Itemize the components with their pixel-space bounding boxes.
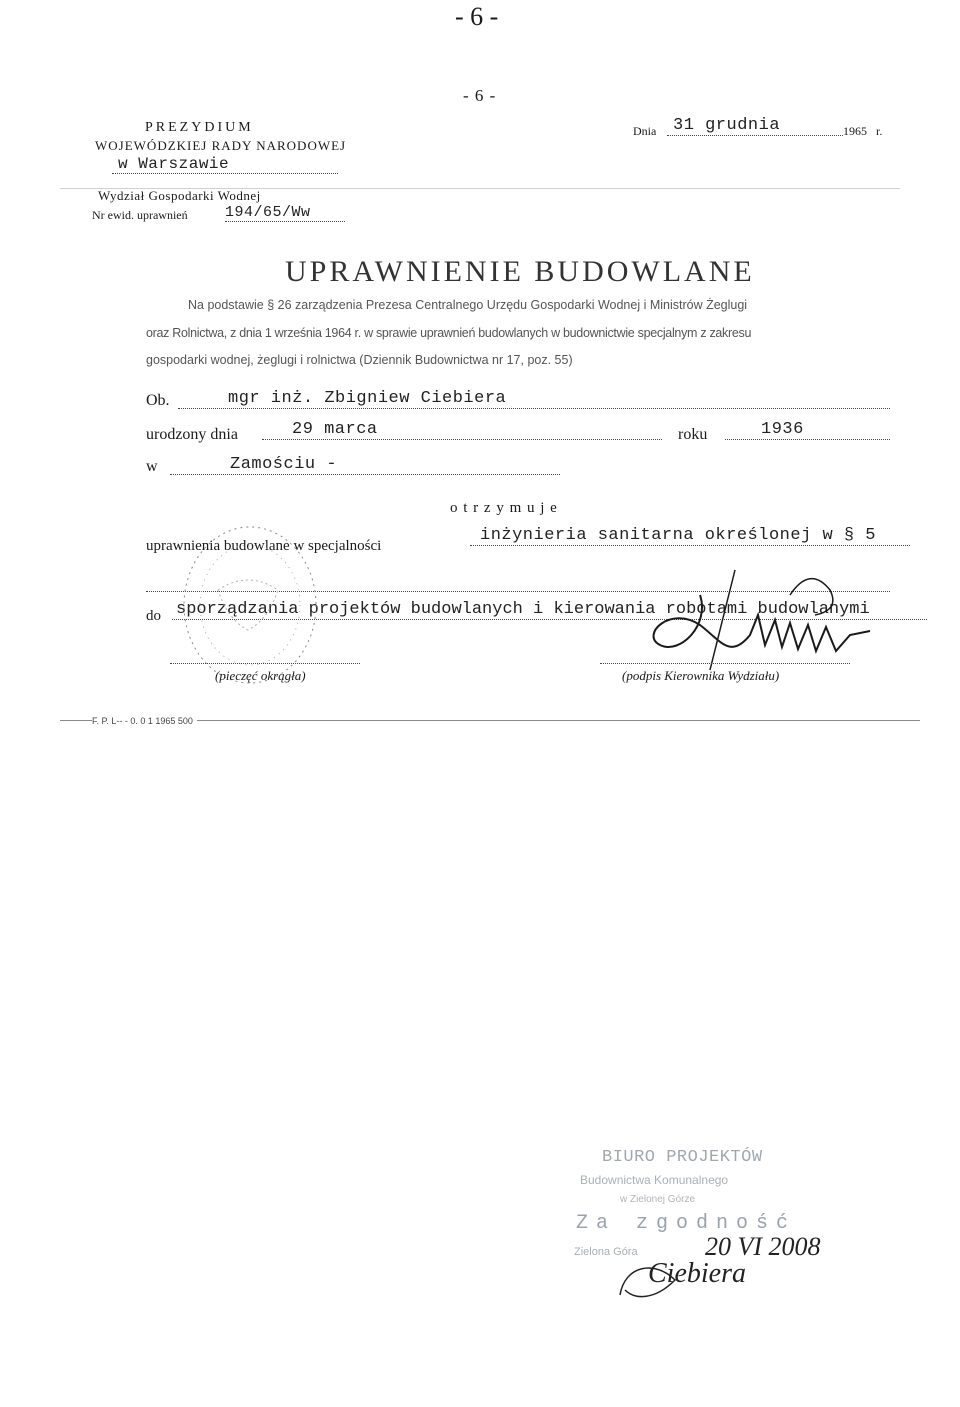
date-suffix: r. [876,124,883,138]
legal-basis-line-1: Na podstawie § 26 zarządzenia Prezesa Centralnego Urzędu Gospodarki Wodnej i Ministrów Żeglugi [188,298,748,312]
born-label: urodzony dnia [146,426,238,443]
page-number-top: - 6 - [455,2,499,31]
reg-number-value: 194/65/Ww [225,204,345,222]
document-title: UPRAWNIENIE BUDOWLANE [285,255,755,288]
seal-inner-ring [200,545,300,665]
page-number-document: - 6 - [463,86,497,105]
issuer-department: Wydział Gospodarki Wodnej [98,188,261,203]
round-seal [178,520,328,690]
stamp-line-1: BIURO PROJEKTÓW [602,1148,763,1167]
scope-label: do [146,608,161,624]
signature-line [600,662,850,664]
print-code: F. P. L-- - 0. 0 1 1965 500 [92,716,197,726]
seal-caption: (pieczęć okrągła) [215,668,306,683]
stamp-line-5: Zielona Góra [574,1246,638,1258]
stamp-line-4: Za zgodność [576,1212,797,1235]
stamp-signature-flourish [615,1255,735,1305]
issuer-city: w Warszawie [112,155,338,174]
date-value: 31 grudnia [667,116,843,136]
receives-label: o t r z y m u j e [450,500,558,516]
stamp-line-2: Budownictwa Komunalnego [580,1173,729,1187]
born-year: 1936 [725,420,890,440]
seal-line [170,662,360,664]
place-label: w [146,458,158,475]
legal-basis-line-2: oraz Rolnictwa, z dnia 1 września 1964 r. w sprawie uprawnień budowlanych w budownictwie specjalnym z zakresu [146,326,752,340]
born-date: 29 marca [262,420,662,440]
stamp-signature: Ciebiera [648,1258,746,1289]
citizen-label: Ob. [146,392,170,409]
department-head-signature [640,565,900,675]
stamp-line-3: w Zielonej Górze [620,1194,696,1205]
reg-number-label: Nr ewid. uprawnień [92,208,188,222]
seal-emblem [218,580,278,630]
citizen-name: mgr inż. Zbigniew Ciebiera [178,389,890,409]
seal-outer-ring [184,527,316,683]
date-label: Dnia [633,124,657,138]
signature-caption: (podpis Kierownika Wydziału) [622,668,780,683]
stamp-handwritten-date: 20 VI 2008 [705,1232,821,1261]
scope-value: sporządzania projektów budowlanych i kierowania robotami budowlanymi [172,600,927,620]
specialty-value: inżynieria sanitarna określonej w § 5 [470,526,910,546]
legal-basis-line-3: gospodarki wodnej, żeglugi i rolnictwa (Dziennik Budownictwa nr 17, poz. 55) [146,353,573,367]
issuer-line-1: PREZYDIUM [145,120,254,135]
birth-place: Zamościu - [170,455,560,475]
date-year: 1965 [843,124,867,138]
year-label: roku [678,426,708,443]
issuer-line-2: WOJEWÓDZKIEJ RADY NARODOWEJ [95,138,347,153]
specialty-label: uprawnienia budowlane w specjalności [146,538,382,554]
